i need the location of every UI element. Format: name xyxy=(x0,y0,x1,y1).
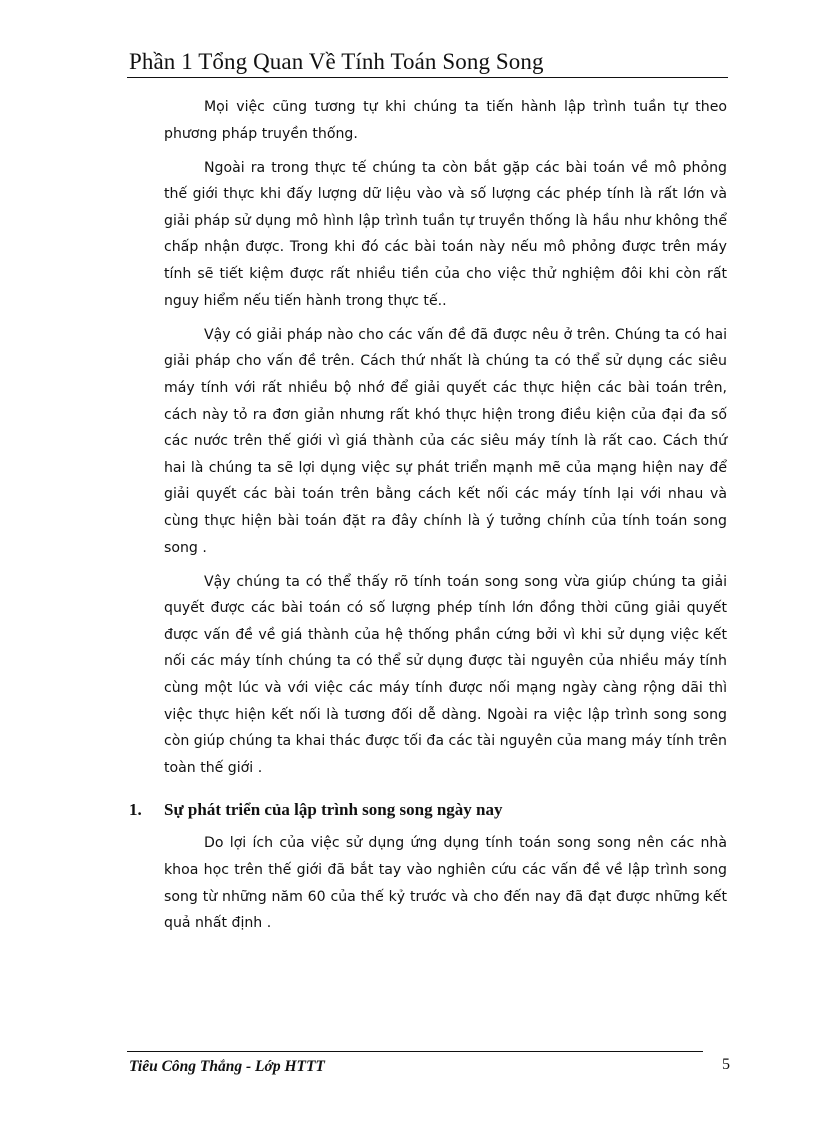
document-body xyxy=(129,94,727,944)
body-paragraph-2: Ngoài ra trong thực tế chúng ta còn bắt gặp các bài toán về mô phỏng thế giới thực khi đấy lượng dữ liệu vào và số lượng các phép tính là rất lớn và giải pháp sử dụng mô hình lập trình tuần tự truyền thống là hầu như không thể chấp nhận được. Trong khi đó các bài toán này nếu mô phỏng được trên máy tính sẽ tiết kiệm được rất nhiều tiền của cho việc thử nghiệm đôi khi còn rất nguy hiểm nếu tiến hành trong thực tế.. xyxy=(164,159,727,309)
footer-author: Tiêu Công Thắng - Lớp HTTT xyxy=(129,1058,325,1075)
section-heading xyxy=(129,799,727,821)
section-title: Sự phát triển của lập trình song song ngày nay xyxy=(164,800,503,820)
page-number: 5 xyxy=(722,1056,730,1073)
page-header-title: Phần 1 Tổng Quan Về Tính Toán Song Song xyxy=(129,49,544,74)
body-paragraph-4: Vậy chúng ta có thể thấy rõ tính toán song song vừa giúp chúng ta giải quyết được các bài toán có số lượng phép tính lớn đồng thời cũng giải quyết được vấn đề về giá thành của hệ thống phần cứng bởi vì khi sử dụng việc kết nối các máy tính chúng ta có thể sử dụng được tài nguyên của nhiều máy tính cùng một lúc và với việc các máy tính được nối mạng ngày càng rộng dãi thì việc thực hiện kết nối là tương đối dễ dàng. Ngoài ra việc lập trình song song còn giúp chúng ta khai thác được tối đa các tài nguyên của mang máy tính trên toàn thế giới . xyxy=(164,573,727,776)
body-paragraph-1: Mọi việc cũng tương tự khi chúng ta tiến hành lập trình tuần tự theo phương pháp truyền thống. xyxy=(164,99,727,142)
header-divider xyxy=(127,77,728,78)
section-paragraph: Do lợi ích của việc sử dụng ứng dụng tính toán song song nên các nhà khoa học trên thế giới đã bắt tay vào nghiên cứu các vấn đề về lập trình song song từ những năm 60 của thế kỷ trước và cho đến nay đã đạt được những kết quả nhất định . xyxy=(164,835,727,932)
section-number: 1. xyxy=(129,800,142,820)
body-paragraph-3: Vậy có giải pháp nào cho các vấn đề đã được nêu ở trên. Chúng ta có hai giải pháp cho vấn đề trên. Cách thứ nhất là chúng ta có thể sử dụng các siêu máy tính với rất nhiều bộ nhớ để giải quyết các thực hiện các bài toán trên, cách này tỏ ra đơn giản nhưng rất khó thực hiện trong điều kiện của đại đa số các nước trên thế giới vì giá thành của các siêu máy tính là rất cao. Cách thứ hai là chúng ta sẽ lợi dụng việc sự phát triển mạnh mẽ của mạng hiện nay để giải quyết các bài toán trên bằng cách kết nối các máy tính lại với nhau và cùng thực hiện bài toán đặt ra đây chính là ý tưởng chính của tính toán song song . xyxy=(164,326,727,556)
footer-divider xyxy=(127,1051,703,1052)
